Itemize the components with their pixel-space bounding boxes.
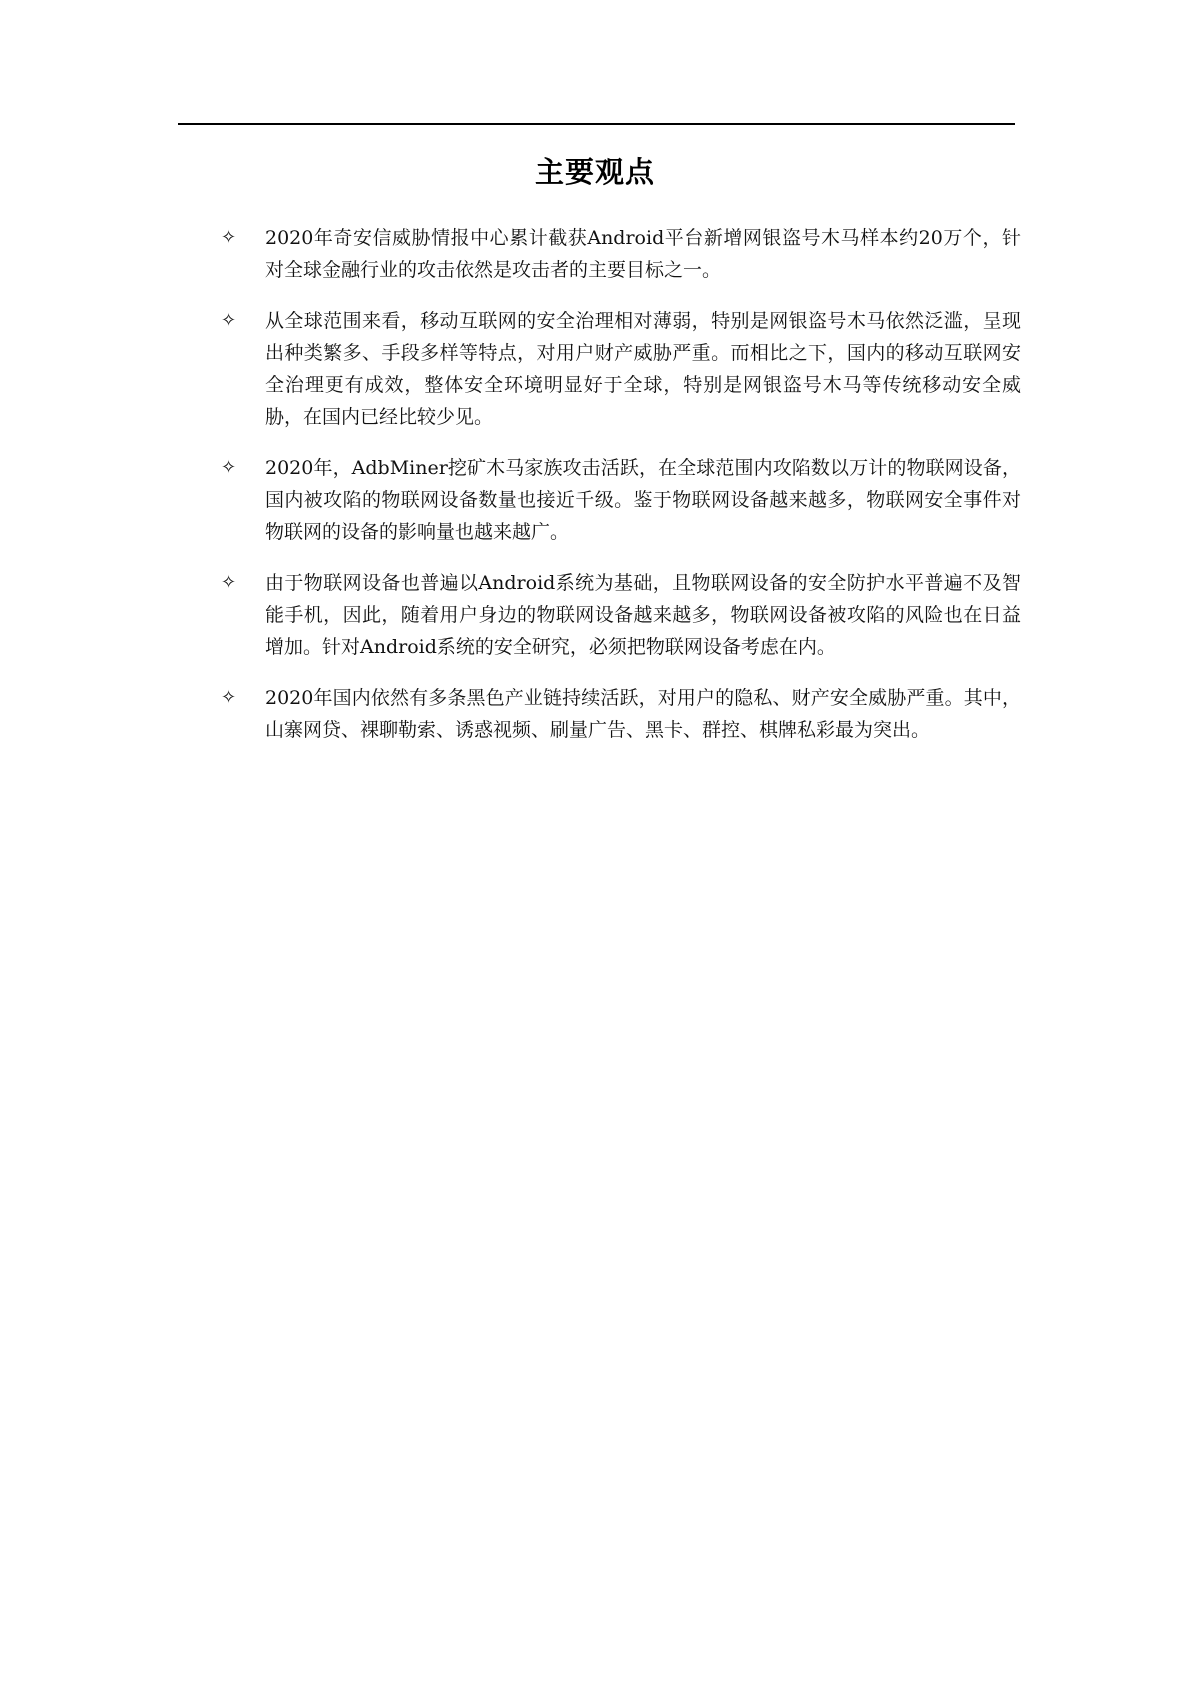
diamond-bullet-icon: ✧ [221,227,237,248]
point-text: 2020年奇安信威胁情报中心累计截获Android平台新增网银盗号木马样本约20万个，针对全球金融行业的攻击依然是攻击者的主要目标之一。 [265,227,1021,281]
point-text: 2020年，AdbMiner挖矿木马家族攻击活跃，在全球范围内攻陷数以万计的物联网设备，国内被攻陷的物联网设备数量也接近千级。鉴于物联网设备越来越多，物联网安全事件对物联网的设备的影响量也越来越广。 [265,457,1021,543]
key-points-list [221,222,1021,765]
list-item [221,222,1021,286]
list-item [221,567,1021,663]
diamond-bullet-icon: ✧ [221,457,237,478]
diamond-bullet-icon: ✧ [221,310,237,331]
list-item [221,452,1021,548]
page-title: 主要观点 [534,155,655,189]
point-text: 由于物联网设备也普遍以Android系统为基础，且物联网设备的安全防护水平普遍不及智能手机，因此，随着用户身边的物联网设备越来越多，物联网设备被攻陷的风险也在日益增加。针对Android系统的安全研究，必须把物联网设备考虑在内。 [265,572,1021,658]
point-text: 2020年国内依然有多条黑色产业链持续活跃，对用户的隐私、财产安全威胁严重。其中，山寨网贷、裸聊勒索、诱惑视频、刷量广告、黑卡、群控、棋牌私彩最为突出。 [265,687,1021,741]
list-item [221,682,1021,746]
diamond-bullet-icon: ✧ [221,572,237,593]
point-text: 从全球范围来看，移动互联网的安全治理相对薄弱，特别是网银盗号木马依然泛滥，呈现出种类繁多、手段多样等特点，对用户财产威胁严重。而相比之下，国内的移动互联网安全治理更有成效，整体安全环境明显好于全球，特别是网银盗号木马等传统移动安全威胁，在国内已经比较少见。 [265,310,1021,428]
diamond-bullet-icon: ✧ [221,687,237,708]
header-divider [178,123,1015,125]
list-item [221,305,1021,433]
